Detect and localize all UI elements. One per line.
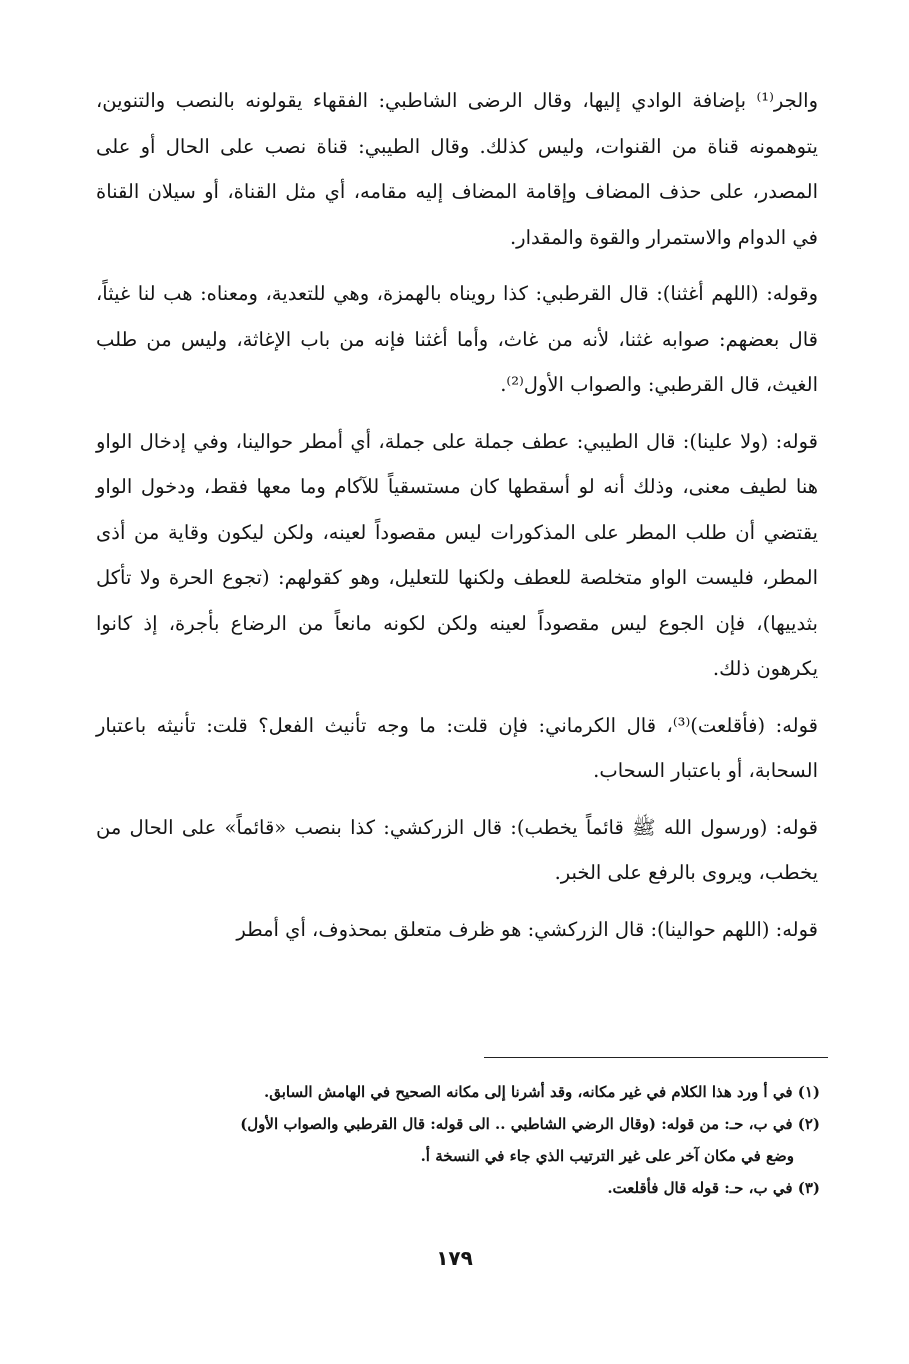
footnote-2-continuation: وضع في مكان آخر على غير الترتيب الذي جاء في النسخة أ. (420, 1147, 794, 1165)
footnote-2: (٢) في ب، حـ: من قوله: (وقال الرضي الشاطبي .. الى قوله: قال القرطبي والصواب الأول) (240, 1115, 820, 1133)
footnote-1: (١) في أ ورد هذا الكلام في غير مكانه، وقد أشرنا إلى مكانه الصحيح في الهامش السابق. (264, 1083, 820, 1101)
footnotes-section (98, 1076, 820, 1204)
paragraph-4: قوله: (فأقلعت)⁽³⁾، قال الكرماني: فإن قلت: ما وجه تأنيث الفعل؟ قلت: تأنيثه باعتبار السحابة، أو باعتبار السحاب. (96, 713, 818, 782)
paragraph-1: والجر⁽¹⁾ بإضافة الوادي إليها، وقال الرضى الشاطبي: الفقهاء يقولونه بالنصب والتنوين، يتوهمونه قناة من القنوات، وليس كذلك. وقال الطيبي: قناة نصب على الحال أو على المصدر، على حذف المضاف وإقامة المضاف إليه مقامه، أي مثل القناة، أو سيلان القناة في الدوام والاستمرار والقوة والمقدار. (96, 89, 818, 249)
footnote-3: (٣) في ب، حـ: قوله قال فأقلعت. (607, 1179, 820, 1197)
paragraph-2: وقوله: (اللهم أغثنا): قال القرطبي: كذا رويناه بالهمزة، وهي للتعدية، ومعناه: هب لنا غيثاً، قال بعضهم: صوابه غثنا، لأنه من غاث، وأما أغثنا فإنه من باب الإغاثة، وليس من طلب الغيث، قال القرطبي: والصواب الأول⁽²⁾. (96, 282, 818, 396)
paragraph-3: قوله: (ولا علينا): قال الطيبي: عطف جملة على جملة، أي أمطر حوالينا، وفي إدخال الواو هنا لطيف معنى، وذلك أنه لو أسقطها كان مستسقياً للآكام وما معها فقط، ودخول الواو يقتضي أن طلب المطر على المذكورات ليس مقصوداً لعينه، ولكن ليكون وقاية من أذى المطر، فليست الواو متخلصة للعطف ولكنها للتعليل، وهو كقولهم: (تجوع الحرة ولا تأكل بثدييها)، فإن الجوع ليس مقصوداً لعينه ولكن لكونه مانعاً من الرضاع بأجرة، إذ كانوا يكرهون ذلك. (96, 429, 818, 680)
main-text-body (96, 78, 818, 963)
page-number: ١٧٩ (436, 1246, 473, 1270)
paragraph-6: قوله: (اللهم حوالينا): قال الزركشي: هو ظرف متعلق بمحذوف، أي أمطر (236, 917, 818, 941)
footnote-divider (484, 1057, 828, 1058)
paragraph-5: قوله: (ورسول الله ﷺ قائماً يخطب): قال الزركشي: كذا بنصب «قائماً» على الحال من يخطب، ويروى بالرفع على الخبر. (96, 815, 818, 884)
